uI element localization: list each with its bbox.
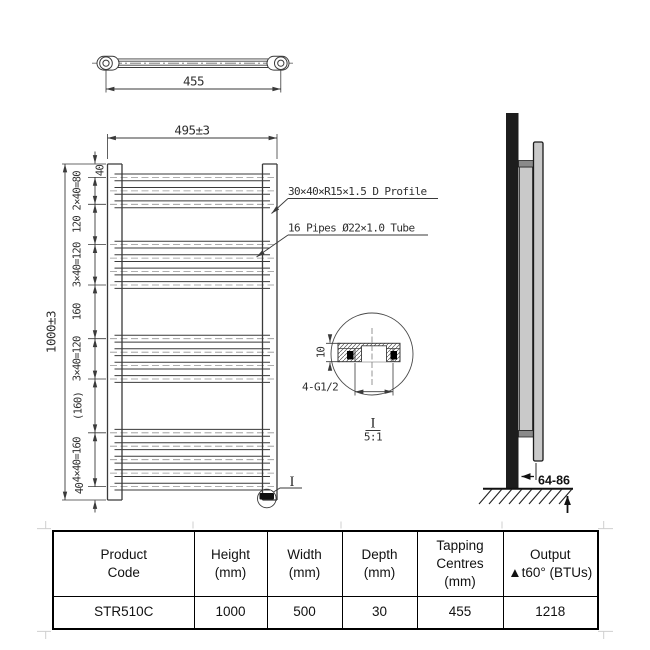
spec-table — [52, 530, 599, 630]
detail-ref-label: I — [289, 474, 295, 490]
pipe-plane-side — [520, 167, 533, 431]
detail-scale-ref: I — [370, 415, 376, 432]
chain-dim-2x40: 2×40=80 — [71, 171, 84, 211]
chain-ticks — [88, 177, 106, 486]
chain-dim-40-bottom: 40 — [74, 482, 86, 495]
dim-495-label: 495±3 — [174, 122, 210, 138]
chain-dim-3x40-b: 3×40=120 — [71, 336, 84, 382]
spec-table-value-row — [53, 596, 598, 629]
value-output: 1218 — [503, 596, 598, 629]
dim-455-label: 455 — [182, 73, 205, 89]
header-product-code: Product Code — [53, 531, 194, 596]
header-tapping-centres: Tapping Centres (mm) — [417, 531, 503, 596]
wall-gap-label: 64-86 — [538, 473, 570, 488]
wall — [506, 113, 519, 489]
thread-spec-label: 4-G1/2 — [302, 380, 339, 394]
profile-note-label: 30×40×R15×1.5 D Profile — [288, 185, 427, 198]
chain-dim-120: 120 — [71, 215, 84, 233]
header-height: Height (mm) — [194, 531, 267, 596]
profile-annotation — [272, 185, 439, 214]
value-product-code: STR510C — [53, 596, 194, 629]
rail-side-profile — [534, 142, 544, 461]
header-output: Output ▲t60° (BTUs) — [503, 531, 598, 596]
chain-dim-40-top: 40 — [94, 164, 107, 177]
value-depth: 30 — [342, 596, 417, 629]
pipes-centerlines — [110, 177, 274, 486]
pipes-outlines — [115, 174, 271, 490]
header-depth: Depth (mm) — [342, 531, 417, 596]
seal-left — [347, 351, 354, 360]
dim-10-label: 10 — [315, 346, 328, 359]
left-mount-tab — [97, 56, 119, 70]
pipes-annotation — [257, 222, 429, 258]
detail-scale-label: 5:1 — [363, 430, 383, 444]
chain-dim-4x40: 4×40=160 — [71, 437, 84, 483]
top-view — [92, 56, 293, 92]
seal-right — [391, 351, 398, 360]
spec-table-header-row — [53, 531, 598, 596]
tapping-insert — [260, 493, 275, 500]
thread-bore — [362, 346, 387, 362]
chain-dim-3x40-a: 3×40=120 — [71, 242, 84, 288]
value-width: 500 — [267, 596, 342, 629]
chain-dim-160-ref: (160) — [72, 391, 85, 420]
header-width: Width (mm) — [267, 531, 342, 596]
detail-callout — [258, 474, 303, 508]
ground-hatch — [479, 489, 572, 504]
detail-view — [302, 313, 413, 444]
front-view — [44, 123, 439, 513]
value-tapping-centres: 455 — [417, 596, 503, 629]
side-view — [479, 113, 573, 513]
dim-1000-extensions — [62, 164, 106, 500]
value-height: 1000 — [194, 596, 267, 629]
pipes-note-label: 16 Pipes Ø22×1.0 Tube — [288, 221, 415, 235]
chain-dim-160: 160 — [71, 303, 84, 321]
dim-1000-label: 1000±3 — [43, 310, 59, 354]
